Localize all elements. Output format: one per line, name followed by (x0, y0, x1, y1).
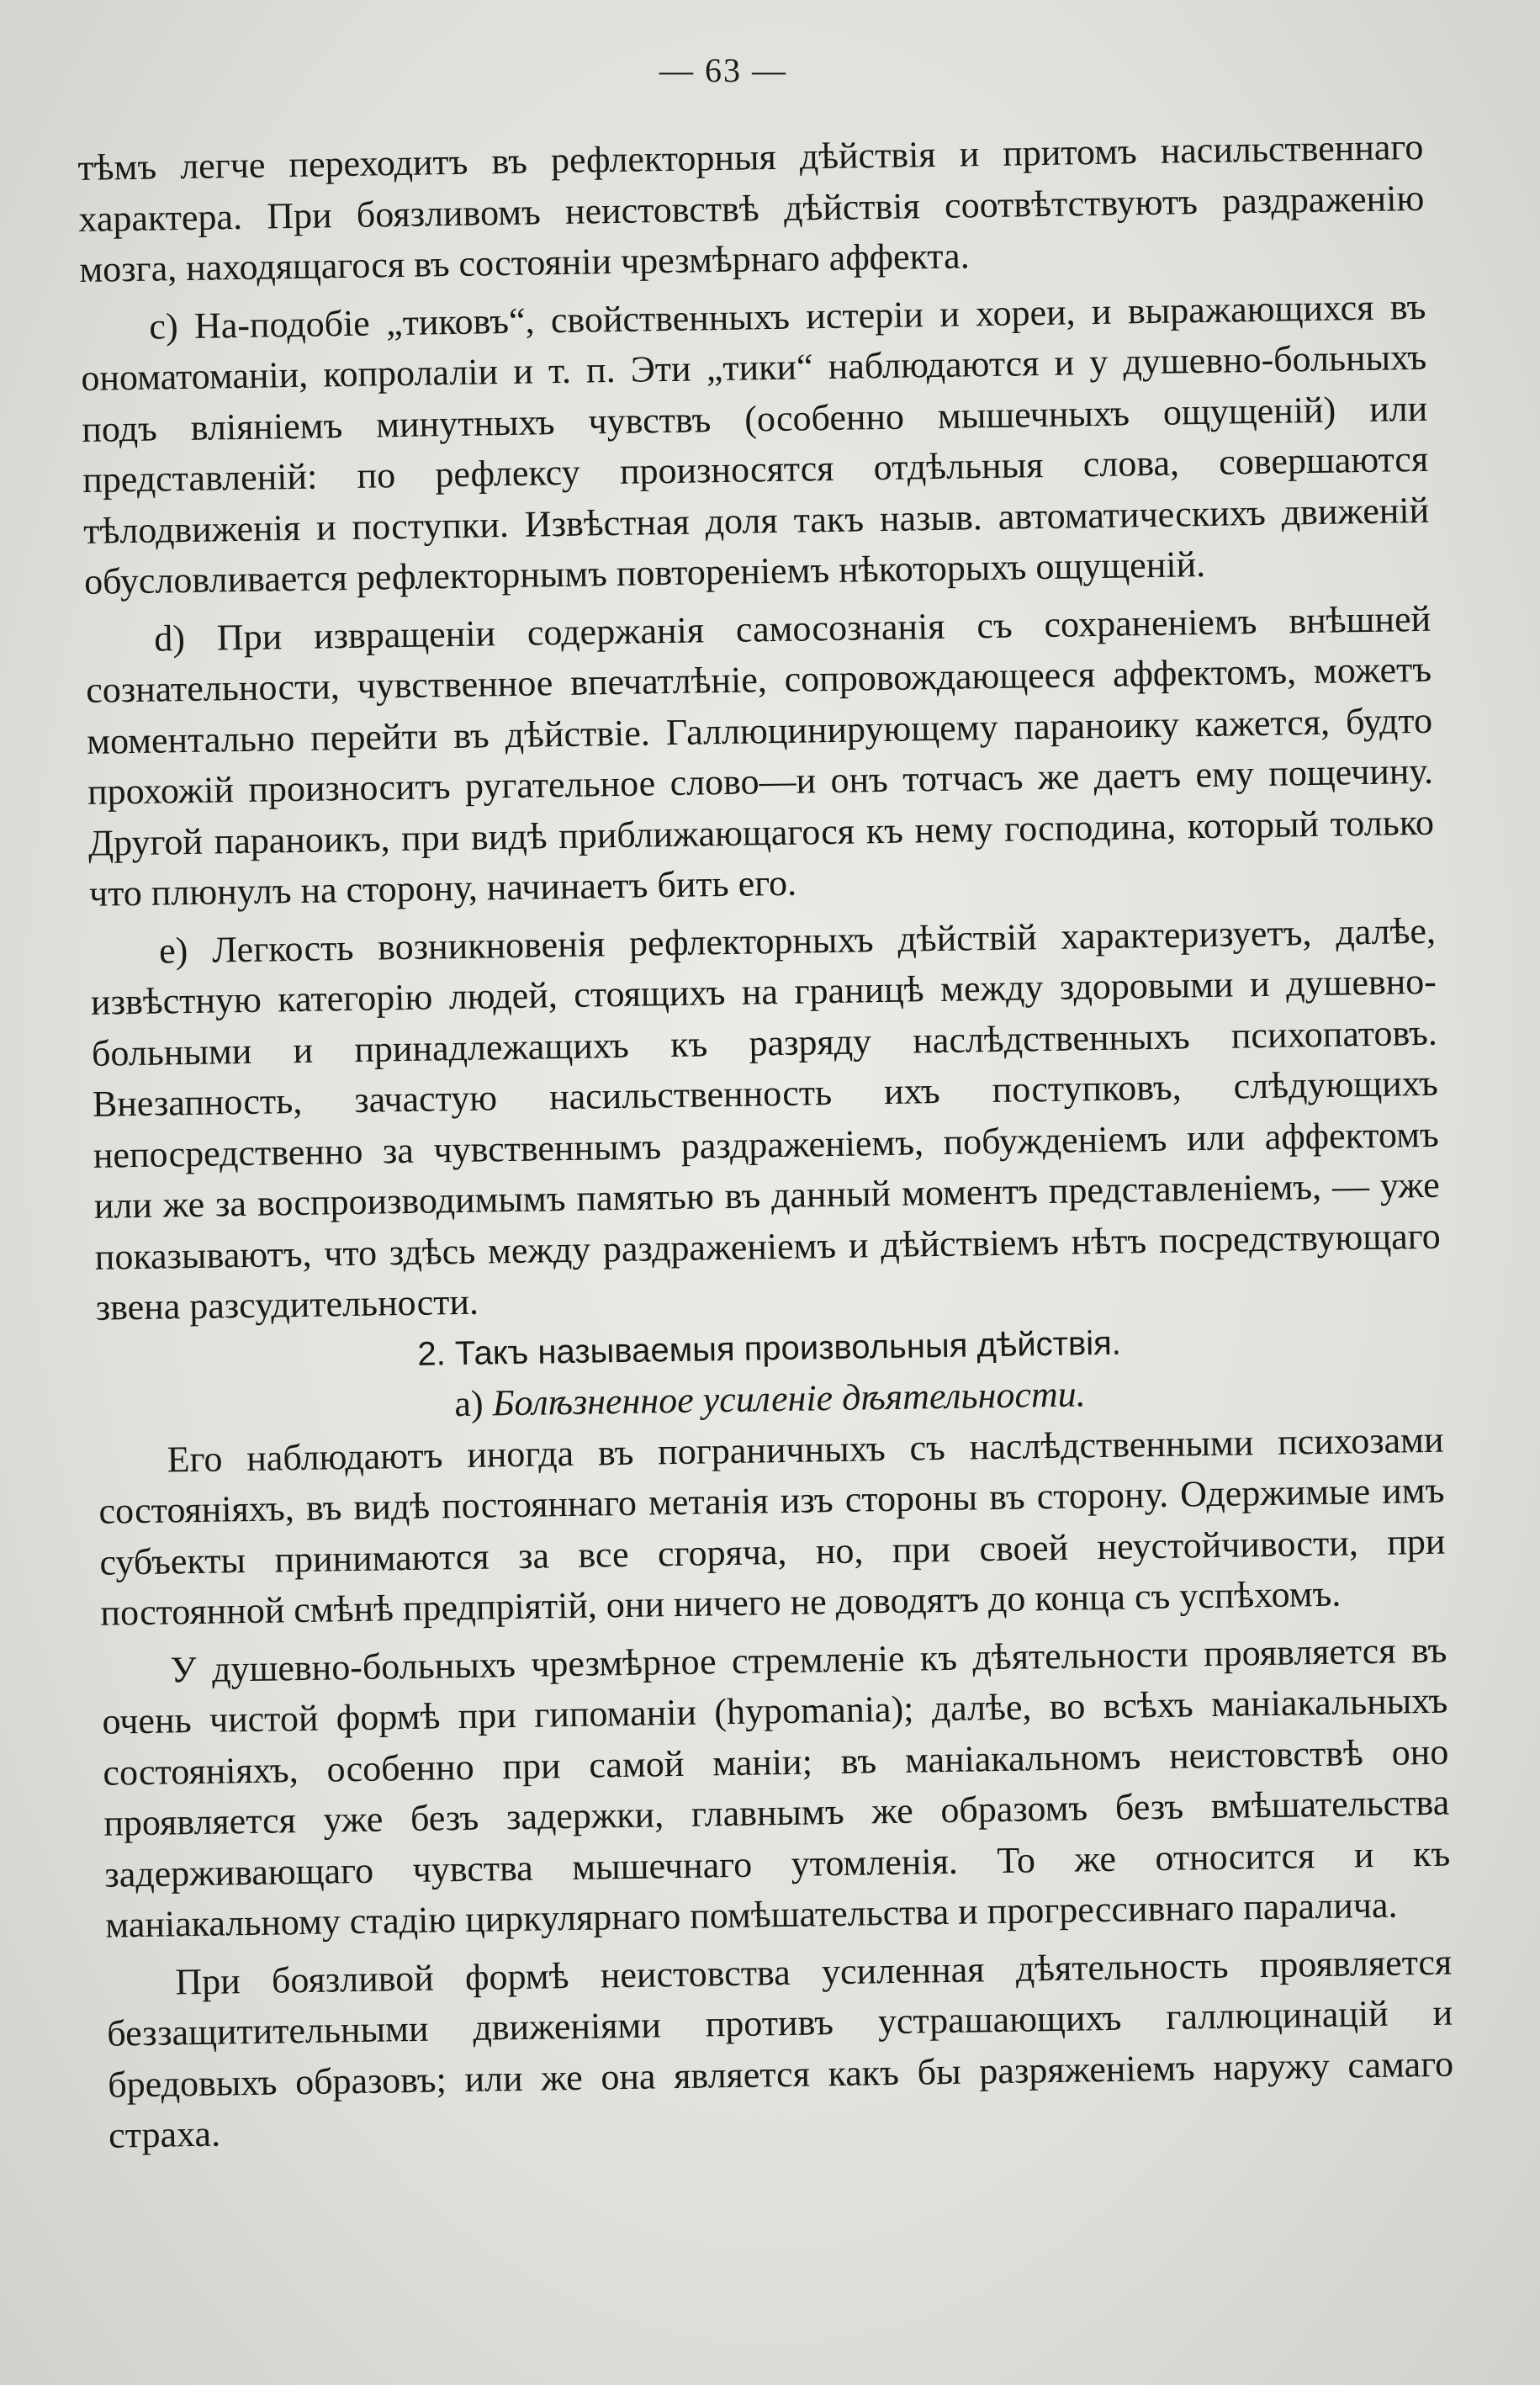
sub-heading-marker: a) (454, 1382, 484, 1425)
paragraph-continuation: тѣмъ легче переходитъ въ рефлекторныя дѣйствія и притомъ насильственнаго характера. При боязливомъ неистовствѣ дѣйствія соотвѣтствуютъ раздраженію мозга, находящагося въ состояніи чрезмѣрнаго аффекта. (77, 125, 1425, 290)
sub-heading-title: Болѣзненное усиленіе дѣятельности. (492, 1373, 1087, 1424)
paragraph-e-reflex-ease: e) Легкость возникновенія рефлекторныхъ дѣйствій характеризуетъ, далѣе, извѣстную категорію людей, стоящихъ на границѣ между здоровыми и душевно-больными и принадлежащихъ къ разряду наслѣдственныхъ психопатовъ. Внезапность, зачастую насильственность ихъ поступковъ, слѣдующихъ непосредственно за чувственнымъ раздраженіемъ, побужденіемъ или аффектомъ или же за воспроизводимымъ памятью въ данный моментъ представленіемъ, — уже показываютъ, что здѣсь между раздраженіемъ и дѣйствіемъ нѣтъ посредствующаго звена разсудительности. (90, 909, 1441, 1328)
paragraph-hypomania: У душевно-больныхъ чрезмѣрное стремленіе къ дѣятельности проявляется въ очень чистой формѣ при гипоманіи (hypomania); далѣе, во всѣхъ маніакальныхъ состояніяхъ, особенно при самой маніи; въ маніакальномъ неистовствѣ оно проявляется уже безъ задержки, главнымъ же образомъ безъ вмѣшательства задерживающаго чувства мышечнаго утомленія. То же относится и къ маніакальному стадію циркулярнаго помѣшательства и прогрессивнаго паралича. (102, 1629, 1451, 1946)
paragraph-d-self-consciousness: d) При извращеніи содержанія самосознанія съ сохраненіемъ внѣшней сознательности, чувственное впечатлѣніе, сопровождающееся аффектомъ, можетъ моментально перейти въ дѣйствіе. Галлюцинирующему параноику кажется, будто прохожій произноситъ ругательное слово—и онъ тотчасъ же даетъ ему пощечину. Другой параноикъ, при видѣ приближающагося къ нему господина, который только что плюнулъ на сторону, начинаетъ бить его. (85, 597, 1435, 914)
page-number: — 63 — (659, 51, 787, 89)
body-text (77, 122, 1454, 2161)
paragraph-c-tics: c) На-подобіе „тиковъ“, свойственныхъ истеріи и хореи, и выражающихся въ ономатоманіи, копролаліи и т. п. Эти „тики“ наблюдаются и у душевно-больныхъ подъ вліяніемъ минутныхъ чувствъ (особенно мышечныхъ ощущеній) или представленій: по рефлексу произносятся отдѣльныя слова, совершаются тѣлодвиженія и поступки. Извѣстная доля такъ назыв. автоматическихъ движеній обусловливается рефлекторнымъ повтореніемъ нѣкоторыхъ ощущеній. (81, 285, 1430, 602)
paragraph-fearful-form: При боязливой формѣ неистовства усиленная дѣятельность проявляется беззащитительными движеніями противъ устрашающихъ галлюцинацій и бредовыхъ образовъ; или же она является какъ бы разряженіемъ наружу самаго страха. (106, 1941, 1454, 2156)
section-heading: 2. Такъ называемыя произвольныя дѣйствія. (417, 1324, 1122, 1373)
paragraph-borderline-states: Его наблюдаютъ иногда въ пограничныхъ съ наслѣдственными психозами состояніяхъ, въ видѣ постояннаго метанія изъ стороны въ сторону. Одержимые имъ субъекты принимаются за все сгоряча, но, при своей неустойчивости, при постоянной смѣнѣ предпріятій, они ничего не доводятъ до конца съ успѣхомъ. (98, 1418, 1446, 1634)
